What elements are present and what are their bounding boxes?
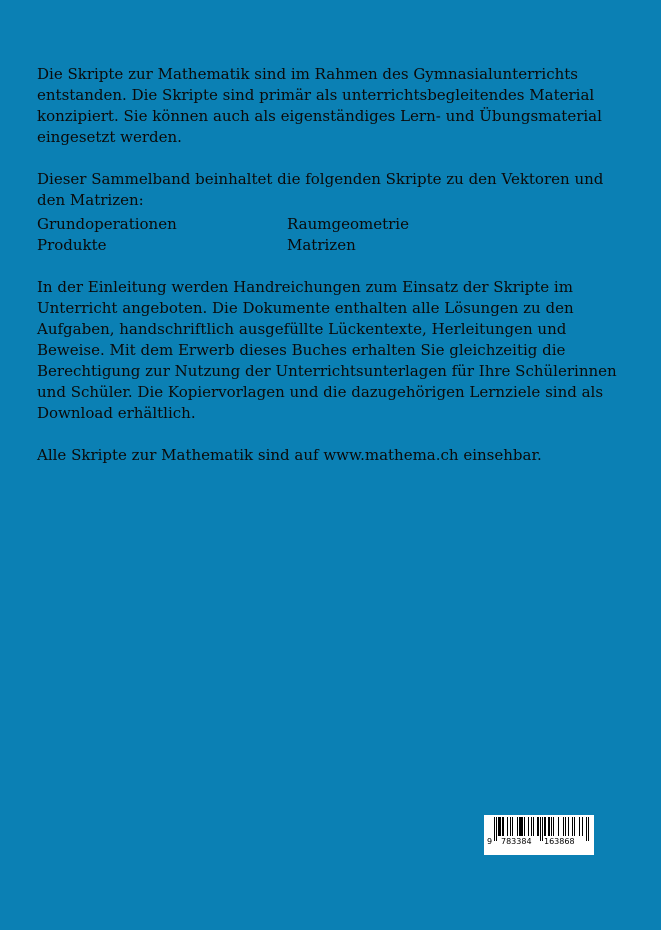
barcode-bar [538, 817, 539, 836]
barcode-bar [551, 817, 552, 836]
barcode-bar [528, 817, 529, 836]
barcode-first-digit: 9 [487, 837, 493, 846]
barcode-bar [522, 817, 523, 836]
barcode-bar [579, 817, 580, 836]
isbn-barcode [484, 815, 594, 855]
barcode-bar [545, 817, 546, 836]
barcode-bar [544, 817, 545, 836]
barcode-right-digits: 163868 [544, 837, 575, 846]
script-item: Produkte [37, 236, 107, 254]
barcode-bar [563, 817, 564, 836]
barcode-bars [484, 815, 594, 855]
barcode-bar [548, 817, 549, 836]
barcode-bar [582, 817, 583, 836]
barcode-bar [494, 817, 495, 841]
barcode-bar [565, 817, 566, 836]
barcode-bar [499, 817, 500, 836]
barcode-bar [588, 817, 589, 841]
script-item: Grundoperationen [37, 215, 177, 233]
barcode-bar [521, 817, 522, 836]
barcode-bar [537, 817, 538, 836]
paragraph-collection: Dieser Sammelband beinhaltet die folgenden Skripte zu den Vektoren und den Matrizen: [37, 170, 604, 209]
barcode-left-digits: 783384 [501, 837, 532, 846]
script-list [37, 214, 617, 256]
barcode-bar [510, 817, 511, 836]
barcode-bar [507, 817, 508, 836]
barcode-bar [512, 817, 513, 836]
barcode-bar [517, 817, 518, 836]
barcode-bar [572, 817, 573, 836]
barcode-bar [549, 817, 550, 836]
barcode-bar [498, 817, 499, 836]
script-item: Matrizen [287, 236, 356, 254]
barcode-bar [558, 817, 559, 836]
paragraph-website: Alle Skripte zur Mathematik sind auf www.mathema.ch einsehbar. [37, 446, 542, 464]
barcode-bar [496, 817, 497, 841]
barcode-bar [540, 817, 541, 841]
barcode-bar [520, 817, 521, 836]
barcode-bar [574, 817, 575, 836]
barcode-bar [542, 817, 543, 841]
barcode-bar [531, 817, 532, 836]
barcode-bar [500, 817, 501, 836]
barcode-bar [586, 817, 587, 841]
barcode-bar [553, 817, 554, 836]
paragraph-usage: In der Einleitung werden Handreichungen zum Einsatz der Skripte im Unterricht angeboten. Die Dokumente enthalten alle Lösungen zu den Aufgaben, handschriftlich ausgefüllte Lückentexte, Herleitungen und Beweise. Mit dem Erwerb dieses Buches erhalten Sie gleichzeitig die Berechtigung zur Nutzung der Unterrichtsunterlagen für Ihre Schülerinnen und Schüler. Die Kopiervorlagen und die dazugehörigen Lernziele sind als Download erhältlich. [37, 278, 617, 422]
paragraph-intro: Die Skripte zur Mathematik sind im Rahmen des Gymnasialunterrichts entstanden. Die Skripte sind primär als unterrichtsbegleitendes Material konzipiert. Sie können auch als eigenständiges Lern- und Übungsmaterial eingesetzt werden. [37, 65, 602, 146]
blurb [37, 64, 617, 487]
barcode-bar [519, 817, 520, 836]
barcode-bar [533, 817, 534, 836]
script-item: Raumgeometrie [287, 215, 409, 233]
barcode-bar [524, 817, 525, 836]
barcode-bar [503, 817, 504, 836]
barcode-bar [502, 817, 503, 836]
barcode-bar [568, 817, 569, 836]
